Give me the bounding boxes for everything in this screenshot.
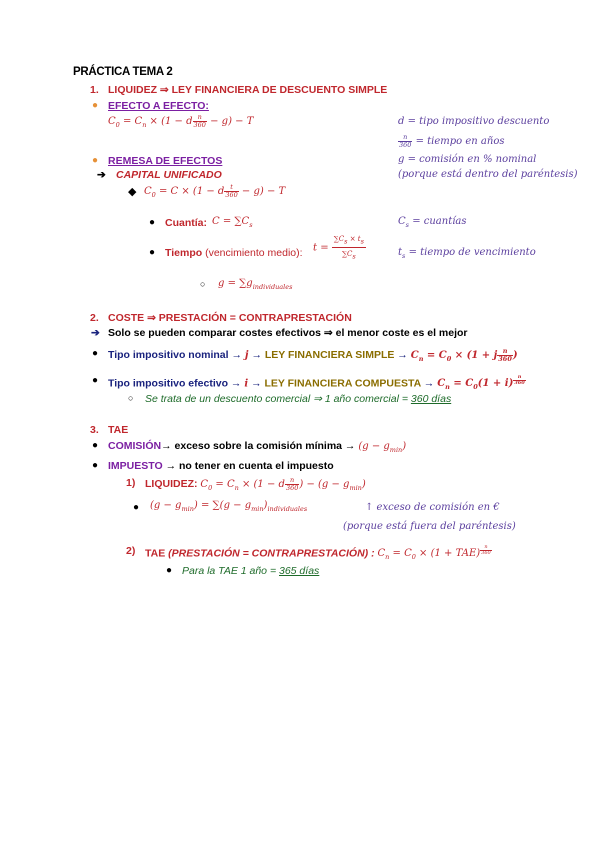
tae-text: Para la TAE 1 año = [182,565,277,577]
section-2-heading: COSTE ⇒ PRESTACIÓN = CONTRAPRESTACIÓN [108,312,352,324]
section-3-heading: TAE [108,424,129,436]
section-1-number: 1. [90,84,99,96]
bullet-icon: ● [133,502,140,513]
comision-text: → exceso sobre la comisión mínima → [161,440,356,452]
note-cs: $C_s$ = cuantías [398,216,467,229]
sub1-row [145,477,366,492]
formula-sum-exceso: $(g - g_{min}) = \sum(g - g_{min})_{individuales}$ [150,500,308,513]
formula-cuantia: $C = \sum C_s$ [212,216,253,229]
cuantia-label: Cuantía: [165,217,207,229]
note-ts: $t_s$ = tiempo de vencimiento [398,247,536,260]
formula-compuesta: $C_n = C_0(1 + i)$ $^{\frac{n}{360}}$ [437,374,525,392]
paren-note: (porque está fuera del paréntesis) [343,521,516,532]
compare-line: Solo se pueden comparar costes efectivos ⇒ el menor coste es el mejor [108,327,468,339]
formula-efecto: $C_0 = C_n \times (1 - d$ $\frac{n}{360}$ − g) − T [108,113,254,129]
impuesto-row [108,460,334,472]
sub2-number: 2) [126,545,136,557]
note-cs-text: = cuantías [412,216,467,227]
sub2-label: TAE [145,547,166,560]
formula-comision: $(g - g_{min})$ [358,441,407,454]
bullet-icon: ● [149,217,156,228]
bullet-icon: ● [92,100,99,111]
impuesto-label: IMPUESTO [108,460,163,472]
formula-g-sum: $g = \sum g_{individuales}$ [218,278,293,291]
impuesto-text: → no tener en cuenta el impuesto [165,460,334,472]
bullet-icon: ● [166,565,173,576]
note-ts-text: = tiempo de vencimiento [408,247,536,258]
section-2-number: 2. [90,312,99,324]
tiempo-label: Tiempo [165,247,203,259]
arrow-icon: ➔ [97,169,106,181]
comision-label: COMISIÓN [108,440,162,452]
note-n-text: = tiempo en años [415,136,505,147]
tae-row [182,565,319,577]
tae-days: 365 días [279,565,320,577]
comercial-days: 360 días [410,393,452,405]
page-title: PRÁCTICA TEMA 2 [73,66,173,78]
capital-label: CAPITAL UNIFICADO [116,169,222,181]
symbol-j: j [244,350,249,361]
bullet-icon: ● [92,375,99,386]
remesa-label: REMESA DE EFECTOS [108,155,223,167]
efectivo-label: Tipo impositivo efectivo → [108,377,242,390]
bullet-icon: ● [92,460,99,471]
exceso-note: ↑ exceso de comisión en € [365,502,500,513]
nominal-row: Tipo impositivo nominal → j → LEY FINANCIERA SIMPLE → $C_n = C_0 \times (1 + j$ $\frac{n}{360}$ ) [108,347,518,363]
nominal-label: Tipo impositivo nominal → [108,349,242,361]
diamond-icon: ◆ [128,186,137,198]
arrow-icon: ➔ [91,327,100,339]
tiempo-row [165,247,303,259]
note-paren: (porque está dentro del paréntesis) [398,169,578,180]
sub2-paren: (PRESTACIÓN = CONTRAPRESTACIÓN) : [168,547,375,560]
note-d: d = tipo impositivo descuento [398,116,550,127]
comision-row [108,440,406,454]
bullet-icon: ● [92,440,99,451]
bullet-icon: ● [149,247,156,258]
note-n: $\frac{n}{360}$ = tiempo en años [399,133,505,149]
bullet-icon: ● [92,155,99,166]
sub1-number: 1) [126,477,136,489]
sub1-label: LIQUIDEZ: [145,478,198,490]
formula-liquidez: $C_0 = C_n \times (1 - d$ $\frac{n}{360}$ ) − $(g - g_{min})$ [200,476,366,492]
section-1-heading: LIQUIDEZ ⇒ LEY FINANCIERA DE DESCUENTO SIMPLE [108,84,388,96]
section-3-number: 3. [90,424,99,436]
comercial-row [145,393,451,405]
efectivo-row: Tipo impositivo efectivo → i → LEY FINANCIERA COMPUESTA → $C_n = C_0(1 + i)$ $^{\frac{n}{360}}$ [108,374,525,392]
formula-capital: $C_0 = C \times (1 - d$ $\frac{t}{360}$ − g) − T [144,183,286,199]
circle-bullet-icon: ○ [200,279,206,289]
bullet-icon: ● [92,348,99,359]
efecto-label: EFECTO A EFECTO: [108,100,209,112]
formula-tae: $C_n = C_0 \times (1 + TAE)$ $^{\frac{n}{360}}$ [377,544,491,562]
compuesta-law: LEY FINANCIERA COMPUESTA [264,377,421,390]
circle-bullet-icon: ○ [128,393,134,403]
formula-tiempo: t = $\frac{\sum C_s \times t_s}{\sum C_s}$ [313,235,364,261]
formula-simple: $C_n = C_0 \times (1 + j$ $\frac{n}{360}$ ) [410,347,518,363]
symbol-i: i [244,378,249,390]
note-g: g = comisión en % nominal [398,154,537,165]
simple-law: LEY FINANCIERA SIMPLE [264,349,395,361]
comercial-text: Se trata de un descuento comercial ⇒ 1 año comercial = [145,393,408,405]
sub2-row [145,545,492,561]
tiempo-extra: (vencimiento medio): [205,247,303,259]
